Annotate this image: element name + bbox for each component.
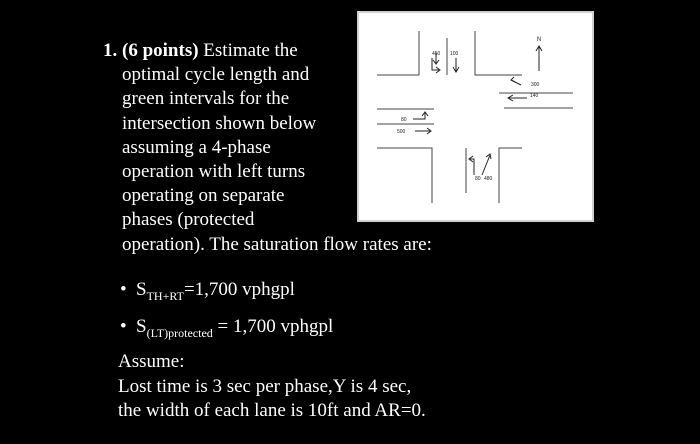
bullet-icon: • (120, 316, 127, 337)
south-approach-arrows-icon (469, 154, 491, 175)
problem-line: assuming a 4-phase (122, 136, 271, 158)
road-edge-nw (377, 31, 419, 75)
problem-line: phases (protected (122, 209, 255, 231)
problem-points: (6 points) (122, 40, 199, 61)
intersection-diagram (357, 11, 594, 222)
north-arrow-icon (536, 46, 542, 71)
road-edge-se (499, 148, 522, 203)
assumptions (118, 350, 426, 424)
road-edge-sw (377, 148, 432, 203)
bullet-icon: • (120, 279, 127, 300)
assume-heading: Assume: (118, 351, 185, 372)
problem-line: operating on separate (122, 185, 285, 207)
east-approach-arrows-icon (508, 77, 527, 101)
problem-line: operation with left turns (122, 161, 306, 183)
flow-value: = 1,700 vphgpl (212, 316, 334, 337)
north-label: N (536, 37, 542, 43)
south-through-volume: 480 (484, 176, 493, 182)
assume-line: the width of each lane is 10ft and AR=0. (118, 400, 426, 421)
problem-line: Estimate the (203, 40, 298, 61)
east-through-volume: 140 (530, 93, 539, 99)
west-left-volume: 80 (401, 117, 407, 123)
flow-value: =1,700 vphgpl (183, 279, 295, 300)
problem-line: green intervals for the (122, 88, 290, 110)
west-approach-arrows-icon (413, 112, 431, 134)
problem-line: intersection shown below (122, 112, 317, 134)
assume-line: Lost time is 3 sec per phase,Y is 4 sec, (118, 375, 412, 397)
problem-line: operation). The saturation flow rates are: (122, 233, 432, 255)
east-left-volume: 300 (531, 82, 540, 88)
flow-symbol: S (136, 279, 147, 300)
north-left-volume: 450 (432, 51, 441, 57)
north-through-volume: 100 (450, 51, 459, 57)
west-through-volume: 500 (397, 129, 406, 135)
intersection-drawing (359, 13, 592, 220)
road-edge-ne (475, 31, 522, 75)
problem-line: optimal cycle length and (122, 64, 310, 86)
flow-subscript: (LT)protected (146, 326, 213, 340)
south-left-volume: 80 (475, 176, 481, 182)
flow-subscript: TH+RT (146, 289, 184, 303)
flow-symbol: S (136, 316, 147, 337)
problem-number: 1. (103, 40, 118, 61)
